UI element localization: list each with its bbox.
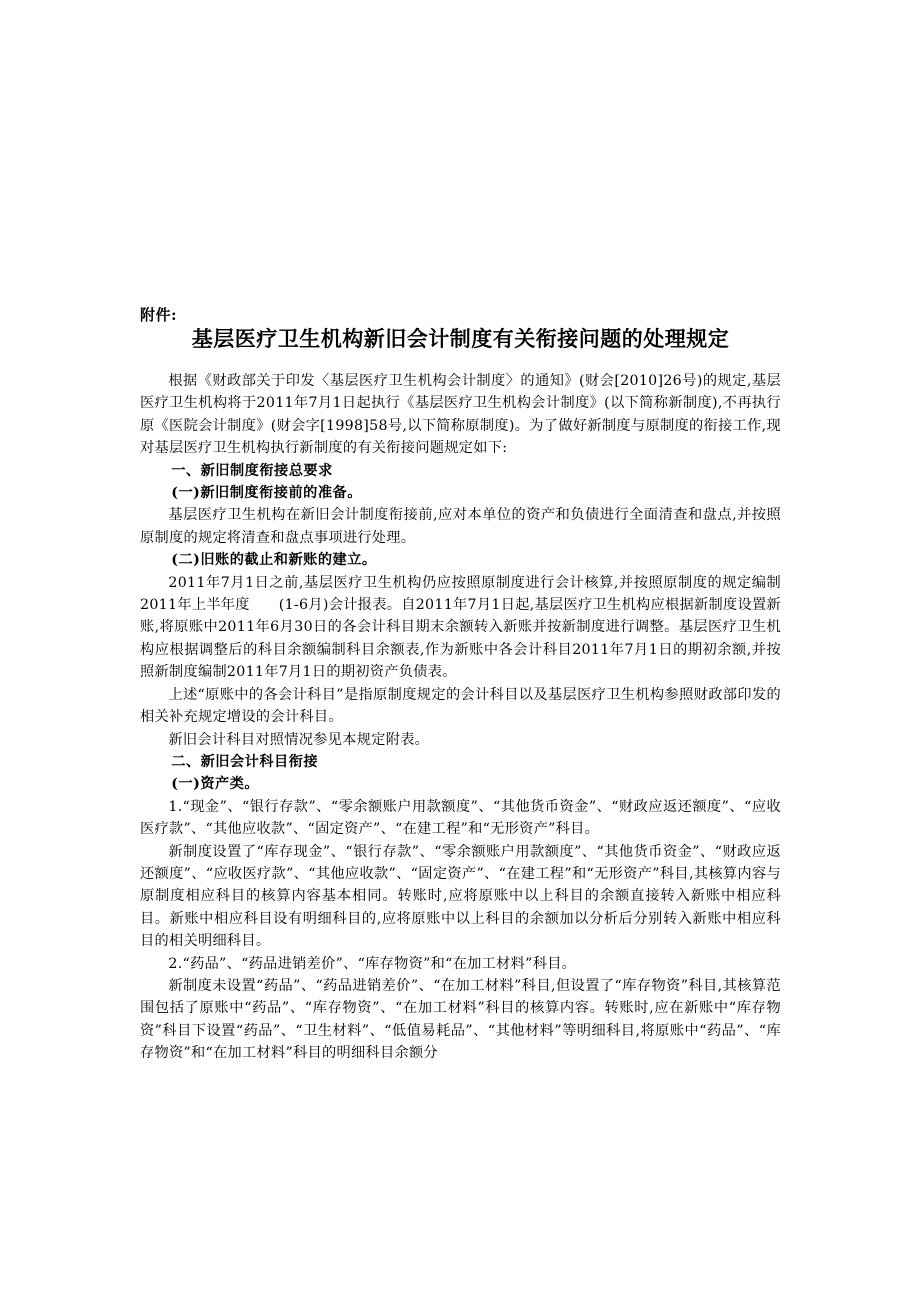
subsection-heading-2-1: (一)资产类。 — [171, 776, 260, 793]
body-paragraph: 2.“药品”、“药品进销差价”、“库存物资”和“在加工材料”科目。 — [168, 955, 577, 972]
intro-paragraph: 根据《财政部关于印发〈基层医疗卫生机构会计制度〉的通知》(财会[2010]26号)的规定,基层医疗卫生机构将于2011年7月1日起执行《基层医疗卫生机构会计制度》(以下简称新制度),不再执行原《医院会计制度》(财会字[1998]58号,以下简称原制度)。为了做好新制度与原制度的衔接工作,现对基层医疗卫生机构执行新制度的有关衔接问题规定如下: — [140, 373, 781, 457]
subsection-heading-1-2: (二)旧账的截止和新账的建立。 — [171, 552, 377, 569]
subsection-heading-1-1: (一)新旧制度衔接前的准备。 — [171, 485, 362, 502]
body-paragraph: 2011年7月1日之前,基层医疗卫生机构仍应按照原制度进行会计核算,并按照原制度的规定编制2011年上半年度 (1-6月)会计报表。自2011年7月1日起,基层医疗卫生机构应根据新制度设置新账,将原账中2011年6月30日的各会计科目期末余额转入新账并按新制度进行调整。基层医疗卫生机构应根据调整后的科目余额编制科目余额表,作为新账中各会计科目2011年7月1日的期初余额,并按照新制度编制2011年7月1日的期初资产负债表。 — [140, 574, 781, 681]
annex-label: 附件: — [140, 306, 178, 324]
body-paragraph: 1.“现金”、“银行存款”、“零余额账户用款额度”、“其他货币资金”、“财政应返还额度”、“应收医疗款”、“其他应收款”、“固定资产”、“在建工程”和“无形资产”科目。 — [140, 798, 781, 838]
body-paragraph: 上述“原账中的各会计科目”是指原制度规定的会计科目以及基层医疗卫生机构参照财政部印发的相关补充规定增设的会计科目。 — [140, 686, 781, 726]
document-body — [140, 370, 781, 1065]
body-paragraph: 新旧会计科目对照情况参见本规定附表。 — [168, 731, 430, 748]
body-paragraph: 新制度未设置“药品”、“药品进销差价”、“在加工材料”科目,但设置了“库存物资”科目,其核算范围包括了原账中“药品”、“库存物资”、“在加工材料”科目的核算内容。转账时,应在新账中“库存物资”科目下设置“药品”、“卫生材料”、“低值易耗品”、“其他材料”等明细科目,将原账中“药品”、“库存物资”和“在加工材料”科目的明细科目余额分 — [140, 977, 781, 1062]
body-paragraph: 基层医疗卫生机构在新旧会计制度衔接前,应对本单位的资产和负债进行全面清查和盘点,并按照原制度的规定将清查和盘点事项进行处理。 — [140, 507, 781, 546]
section-heading-1: 一、新旧制度衔接总要求 — [171, 462, 333, 479]
section-heading-2: 二、新旧会计科目衔接 — [171, 753, 319, 770]
document-title: 基层医疗卫生机构新旧会计制度有关衔接问题的处理规定 — [191, 326, 730, 351]
body-paragraph: 新制度设置了“库存现金”、“银行存款”、“零余额账户用款额度”、“其他货币资金”、“财政应返还额度”、“应收医疗款”、“其他应收款”、“固定资产”、“在建工程”和“无形资产”科目,其核算内容与原制度相应科目的核算内容基本相同。转账时,应将原账中以上科目的余额直接转入新账中相应科目。新账中相应科目设有明细科目的,应将原账中以上科目的余额加以分析后分别转入新账中相应科目的相关明细科目。 — [140, 843, 781, 950]
